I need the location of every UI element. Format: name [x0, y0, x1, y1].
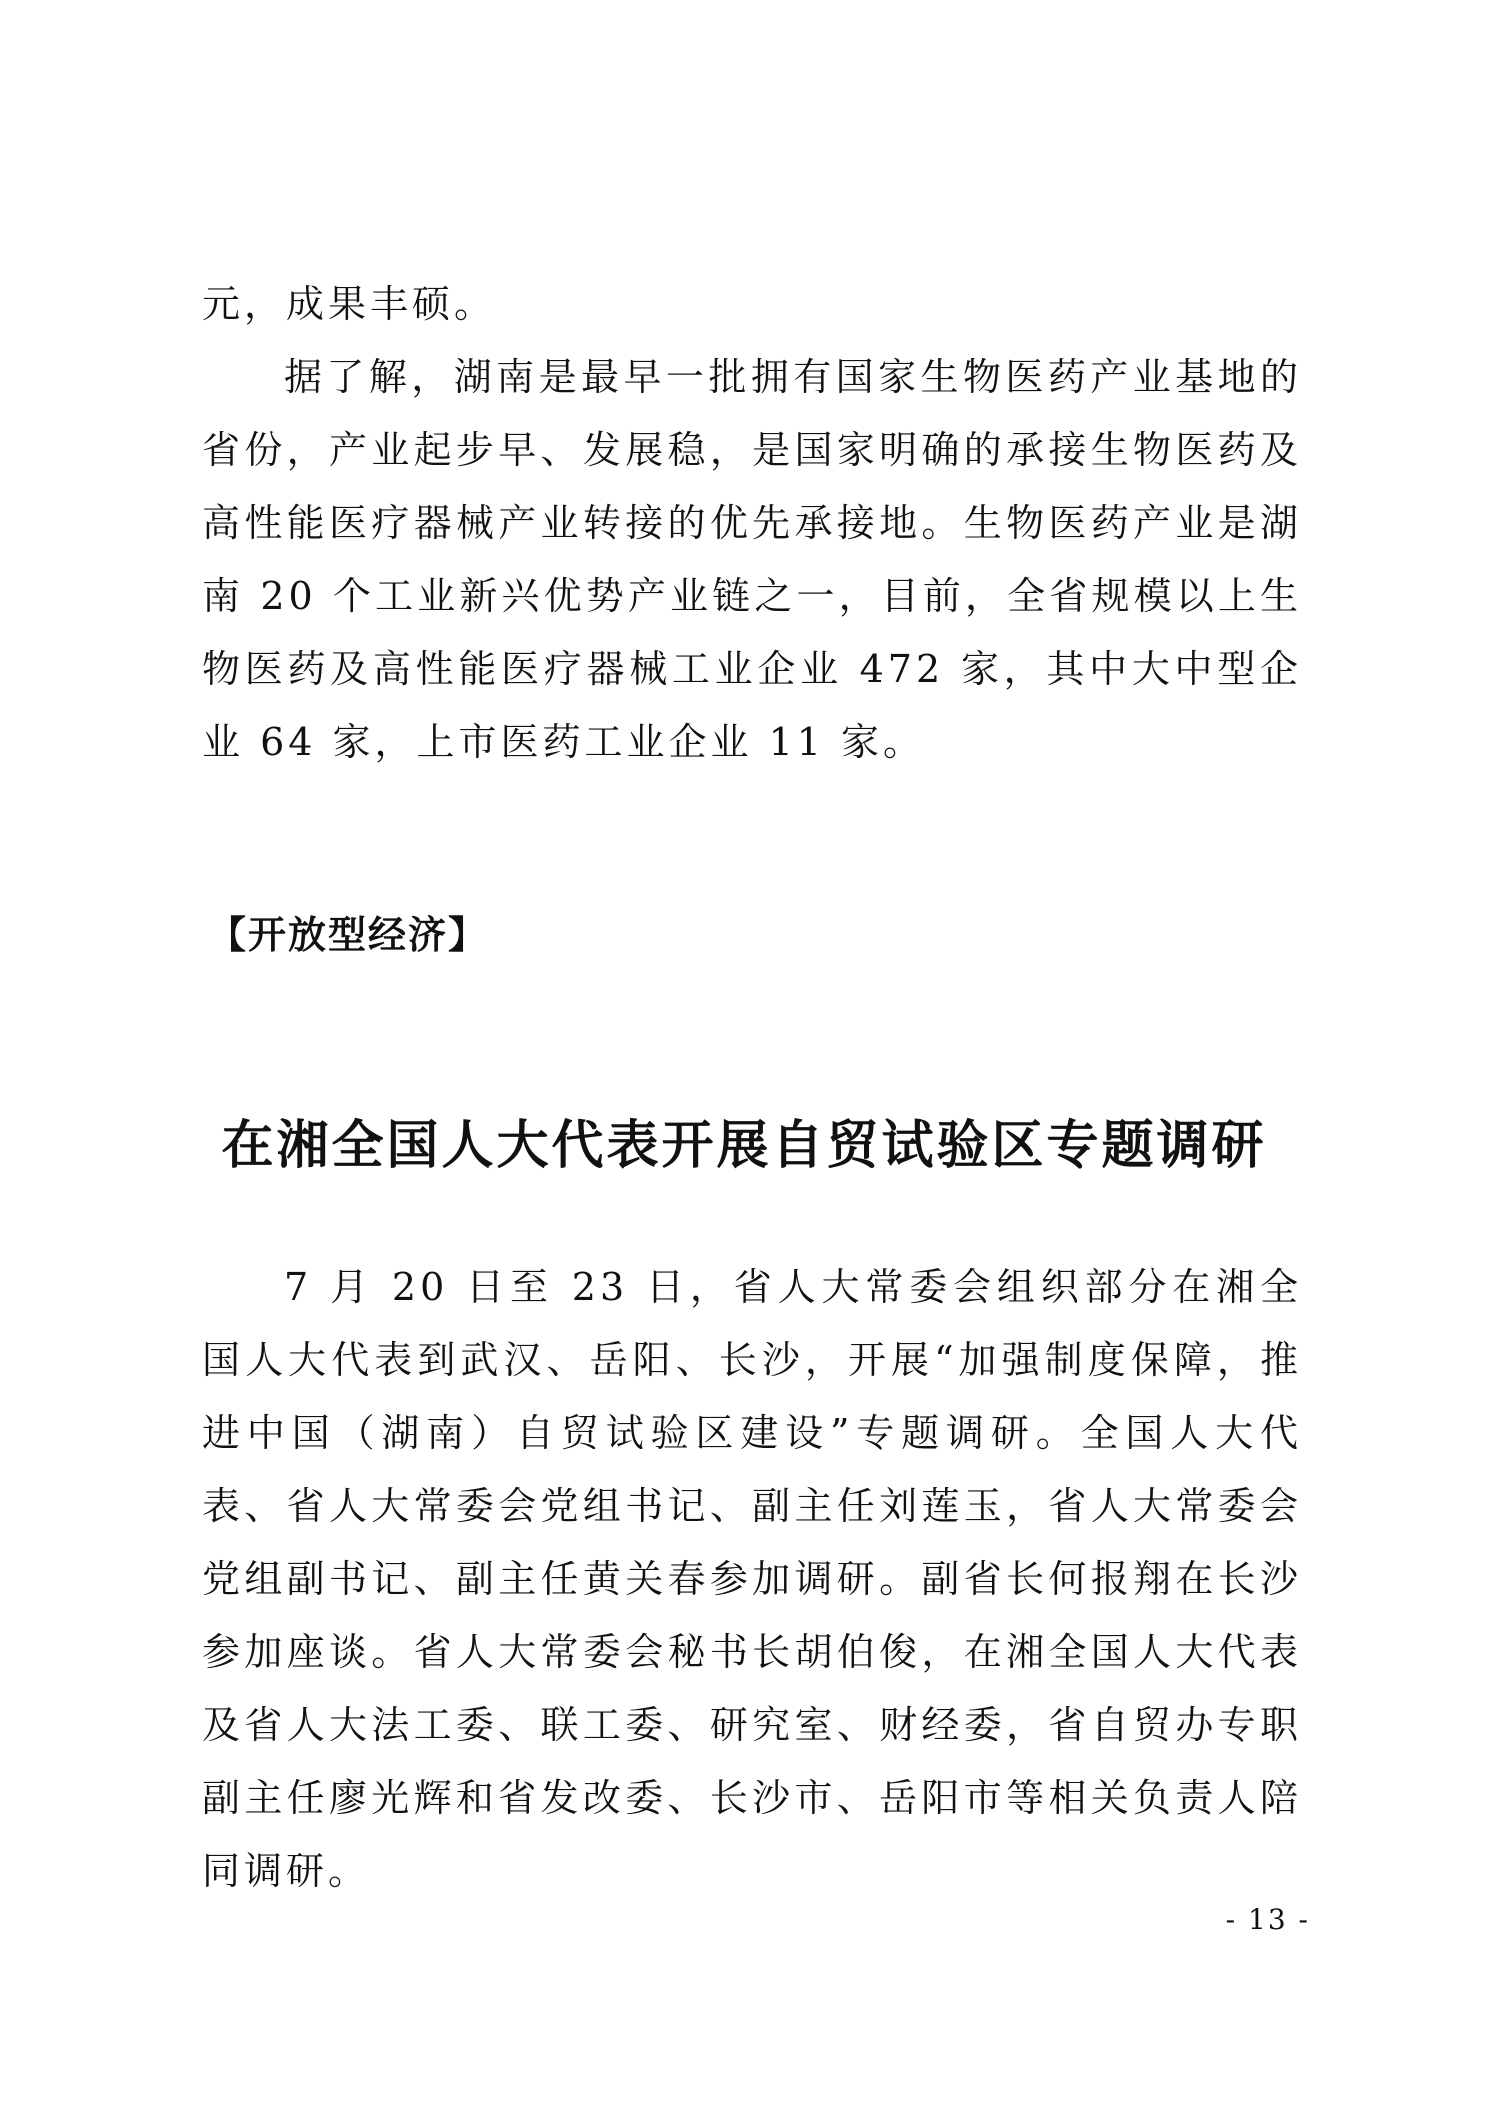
- paragraph-industry-overview: 据了解，湖南是最早一批拥有国家生物医药产业基地的省份，产业起步早、发展稳，是国家明确的承接生物医药及高性能医疗器械产业转接的优先承接地。生物医药产业是湖南 20 个工业新兴优势产业链之一，目前，全省规模以上生物医药及高性能医疗器械工业企业 472 家，其中大中型企业 64 家，上市医药工业企业 11 家。: [202, 355, 1302, 764]
- page-number: - 13 -: [1225, 1903, 1310, 1936]
- article-paragraph: 7 月 20 日至 23 日，省人大常委会组织部分在湘全国人大代表到武汉、岳阳、长沙，开展“加强制度保障，推进中国（湖南）自贸试验区建设”专题调研。全国人大代表、省人大常委会党组书记、副主任刘莲玉，省人大常委会党组副书记、副主任黄关春参加调研。副省长何报翔在长沙参加座谈。省人大常委会秘书长胡伯俊，在湘全国人大代表及省人大法工委、联工委、研究室、财经委，省自贸办专职副主任廖光辉和省发改委、长沙市、岳阳市等相关负责人陪同调研。: [202, 1265, 1302, 1893]
- article-title: 在湘全国人大代表开展自贸试验区专题调研: [221, 1115, 1267, 1176]
- previous-article-text: [202, 268, 1302, 779]
- paragraph-continuation: 元，成果丰硕。: [202, 282, 497, 326]
- article-body: [202, 1251, 1302, 1908]
- section-heading: 【开放型经济】: [208, 913, 489, 957]
